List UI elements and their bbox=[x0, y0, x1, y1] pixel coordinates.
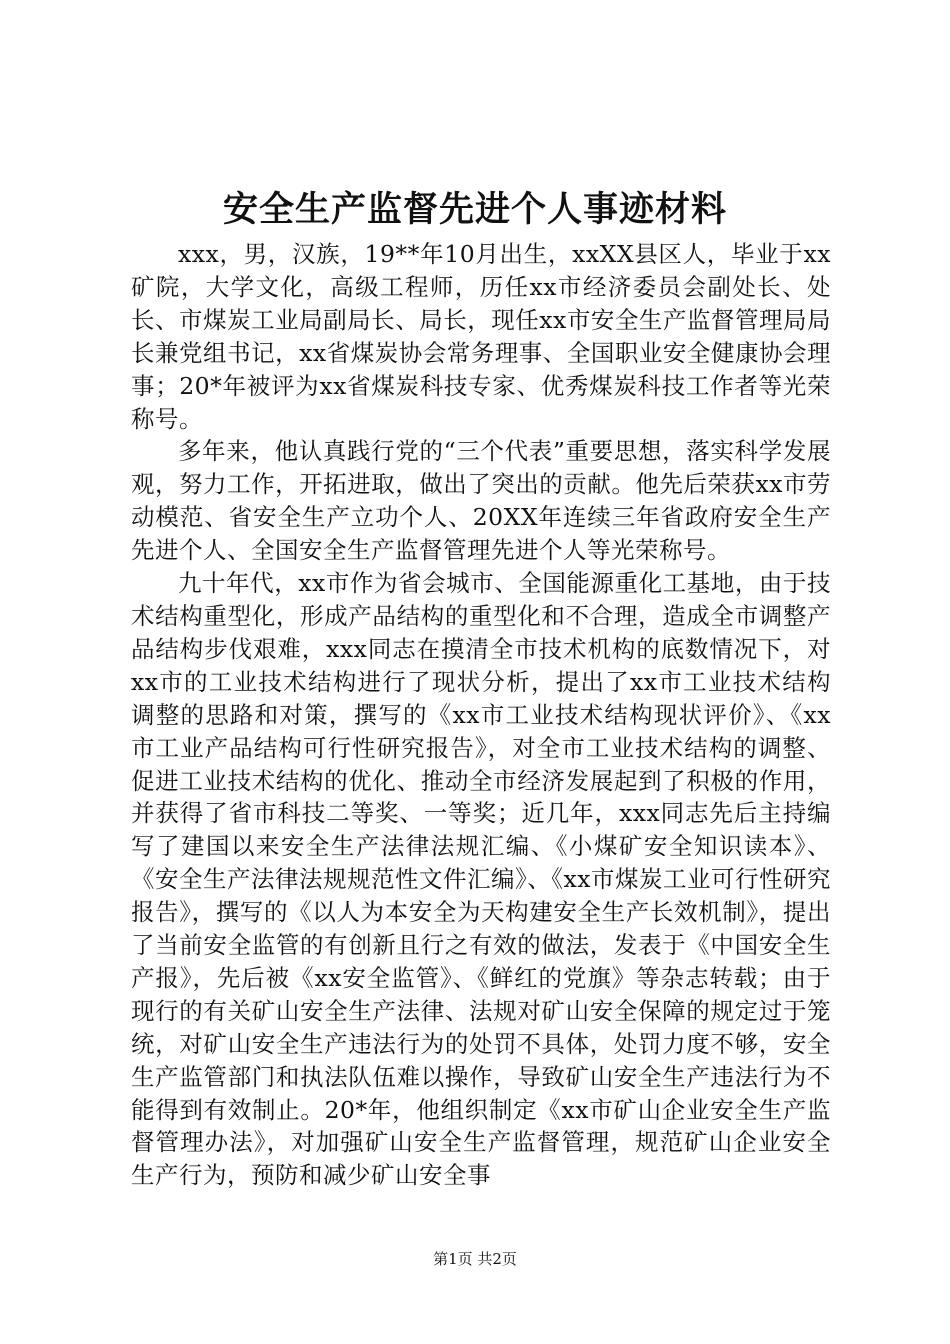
document-title: 安全生产监督先进个人事迹材料 bbox=[222, 189, 727, 230]
paragraph-2: 多年来，他认真践行党的“三个代表”重要思想，落实科学发展观，努力工作，开拓进取，做出了突出的贡献。他先后荣获xx市劳动模范、省安全生产立功个人、20XX年连续三年省政府安全生产先进个人、全国安全生产监督管理先进个人等光荣称号。 bbox=[131, 437, 831, 565]
document-body bbox=[131, 238, 831, 1192]
paragraph-3: 九十年代，xx市作为省会城市、全国能源重化工基地，由于技术结构重型化，形成产品结构的重型化和不合理，造成全市调整产品结构步伐艰难，xxx同志在摸清全市技术机构的底数情况下，对xx市的工业技术结构进行了现状分析，提出了xx市工业技术结构调整的思路和对策，撰写的《xx市工业技术结构现状评价》、《xx市工业产品结构可行性研究报告》，对全市工业技术结构的调整、促进工业技术结构的优化、推动全市经济发展起到了积极的作用，并获得了省市科技二等奖、一等奖；近几年，xxx同志先后主持编写了建国以来安全生产法律法规汇编、《小煤矿安全知识读本》、《安全生产法律法规规范性文件汇编》、《xx市煤炭工业可行性研究报告》，撰写的《以人为本安全为天构建安全生产长效机制》，提出了当前安全监管的有创新且行之有效的做法，发表于《中国安全生产报》，先后被《xx安全监管》、《鲜红的党旗》等杂志转载；由于现行的有关矿山安全生产法律、法规对矿山安全保障的规定过于笼统，对矿山安全生产违法行为的处罚不具体，处罚力度不够，安全生产监管部门和执法队伍难以操作，导致矿山安全生产违法行为不能得到有效制止。20*年，他组织制定《xx市矿山企业安全生产监督管理办法》，对加强矿山安全生产监督管理，规范矿山企业安全生产行为，预防和减少矿山安全事 bbox=[131, 569, 832, 1190]
paragraph-1: xxx，男，汉族，19**年10月出生，xxXX县区人，毕业于xx矿院，大学文化，高级工程师，历任xx市经济委员会副处长、处长、市煤炭工业局副局长、局长，现任xx市安全生产监督管理局局长兼党组书记，xx省煤炭协会常务理事、全国职业安全健康协会理事；20*年被评为xx省煤炭科技专家、优秀煤炭科技工作者等光荣称号。 bbox=[131, 240, 831, 433]
page-number-footer: 第1页 共2页 bbox=[433, 1250, 517, 1268]
